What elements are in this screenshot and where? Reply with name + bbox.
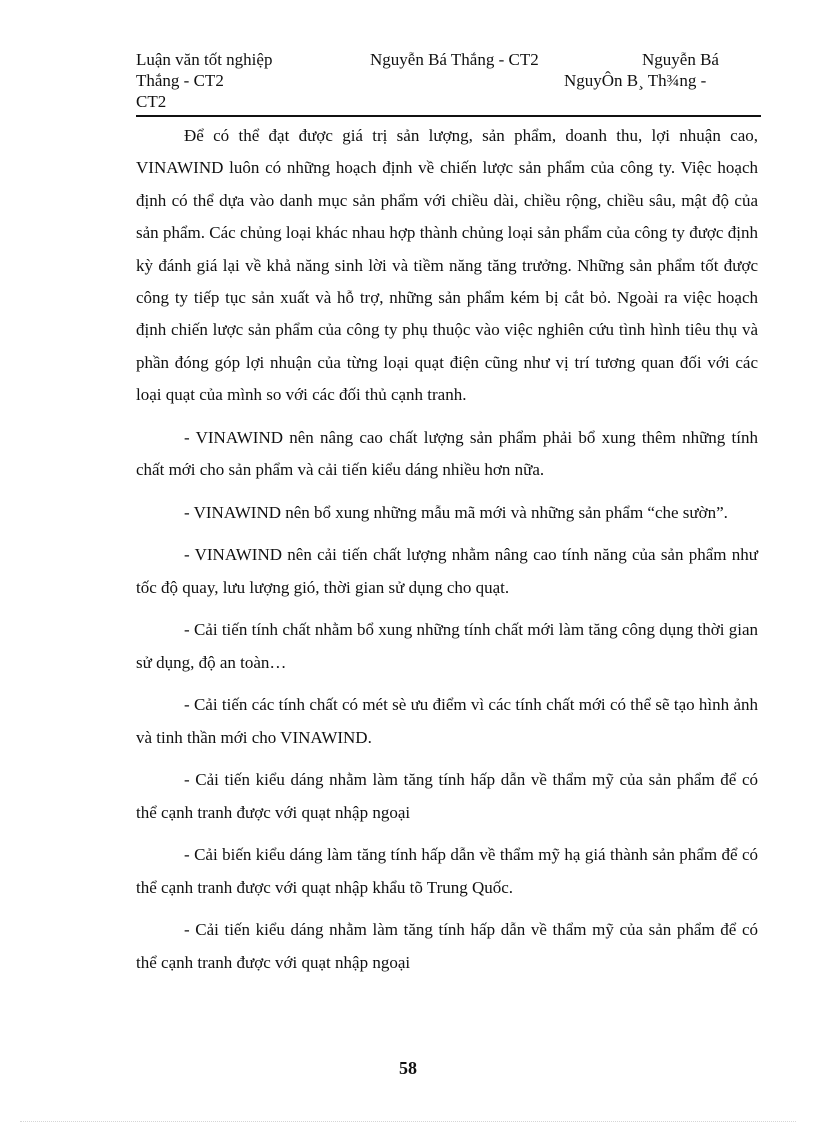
bullet-features: - Cải tiến tính chất nhằm bổ xung những tính chất mới làm tăng công dụng thời gian sử dụng, độ an toàn… [136,620,758,672]
bullet-design-repeat: - Cải tiến kiểu dáng nhằm làm tăng tính hấp dẫn về thẩm mỹ của sản phẩm để có thể cạnh tranh được với quạt nhập ngoại [136,920,758,972]
header-author-name: Nguyễn Bá Thắng - CT2 [370,50,539,69]
bullet-design-cost: - Cải biến kiểu dáng làm tăng tính hấp dẫn về thẩm mỹ hạ giá thành sản phẩm để có thể cạnh tranh được với quạt nhập khẩu tõ Trung Quốc. [136,845,758,897]
intro-paragraph: Để có thể đạt được giá trị sản lượng, sản phẩm, doanh thu, lợi nhuận cao, VINAWIND luôn có những hoạch định về chiến lược sản phẩm của công ty. Việc hoạch định có thể dựa vào danh mục sản phẩm với chiều dài, chiều rộng, chiều sâu, mật độ của sản phẩm. Các chủng loại khác nhau hợp thành chủng loại sản phẩm của công ty được định kỳ đánh giá lại về khả năng sinh lời và tiềm năng tăng trưởng. Những sản phẩm tốt được công ty tiếp tục sản xuất và hỗ trợ, những sản phẩm kém bị cắt bỏ. Ngoài ra việc hoạch định chiến lược sản phẩm của công ty phụ thuộc vào việc nghiên cứu tình hình tiêu thụ và phần đóng góp lợi nhuận của từng loại quạt điện cũng như vị trí tương quan đối với các loại quạt của mình so với các đối thủ cạnh tranh. [136,126,758,405]
bullet-brand-image: - Cải tiến các tính chất có mét sè ưu điểm vì các tính chất mới có thể sẽ tạo hình ảnh và tinh thần mới cho VINAWIND. [136,695,758,747]
bullet-performance: - VINAWIND nên cải tiến chất lượng nhằm nâng cao tính năng của sản phẩm như tốc độ quay, lưu lượng gió, thời gian sử dụng cho quạt. [136,545,758,597]
page-number: 58 [399,1058,417,1078]
bullet-new-models: - VINAWIND nên bổ xung những mẫu mã mới và những sản phẩm “che sườn”. [184,502,728,522]
header-author-continuation: Thắng - CT2 [136,71,224,90]
page-header [136,50,760,116]
body-text [136,120,758,989]
header-class-code: CT2 [136,92,167,111]
bullet-design-import: - Cải tiến kiểu dáng nhằm làm tăng tính hấp dẫn về thẩm mỹ của sản phẩm để có thể cạnh tranh được với quạt nhập ngoại [136,770,758,822]
header-garbled-author: NguyÔn B¸ Th¾ng - [564,71,707,90]
header-rule [136,115,761,117]
page-bottom-border [20,1121,796,1122]
header-thesis-label: Luận văn tốt nghiệp [136,50,273,69]
header-author-name-repeat: Nguyễn Bá [642,50,719,69]
bullet-quality: - VINAWIND nên nâng cao chất lượng sản phẩm phải bổ xung thêm những tính chất mới cho sản phẩm và cải tiến kiểu dáng nhiều hơn nữa. [136,427,758,480]
